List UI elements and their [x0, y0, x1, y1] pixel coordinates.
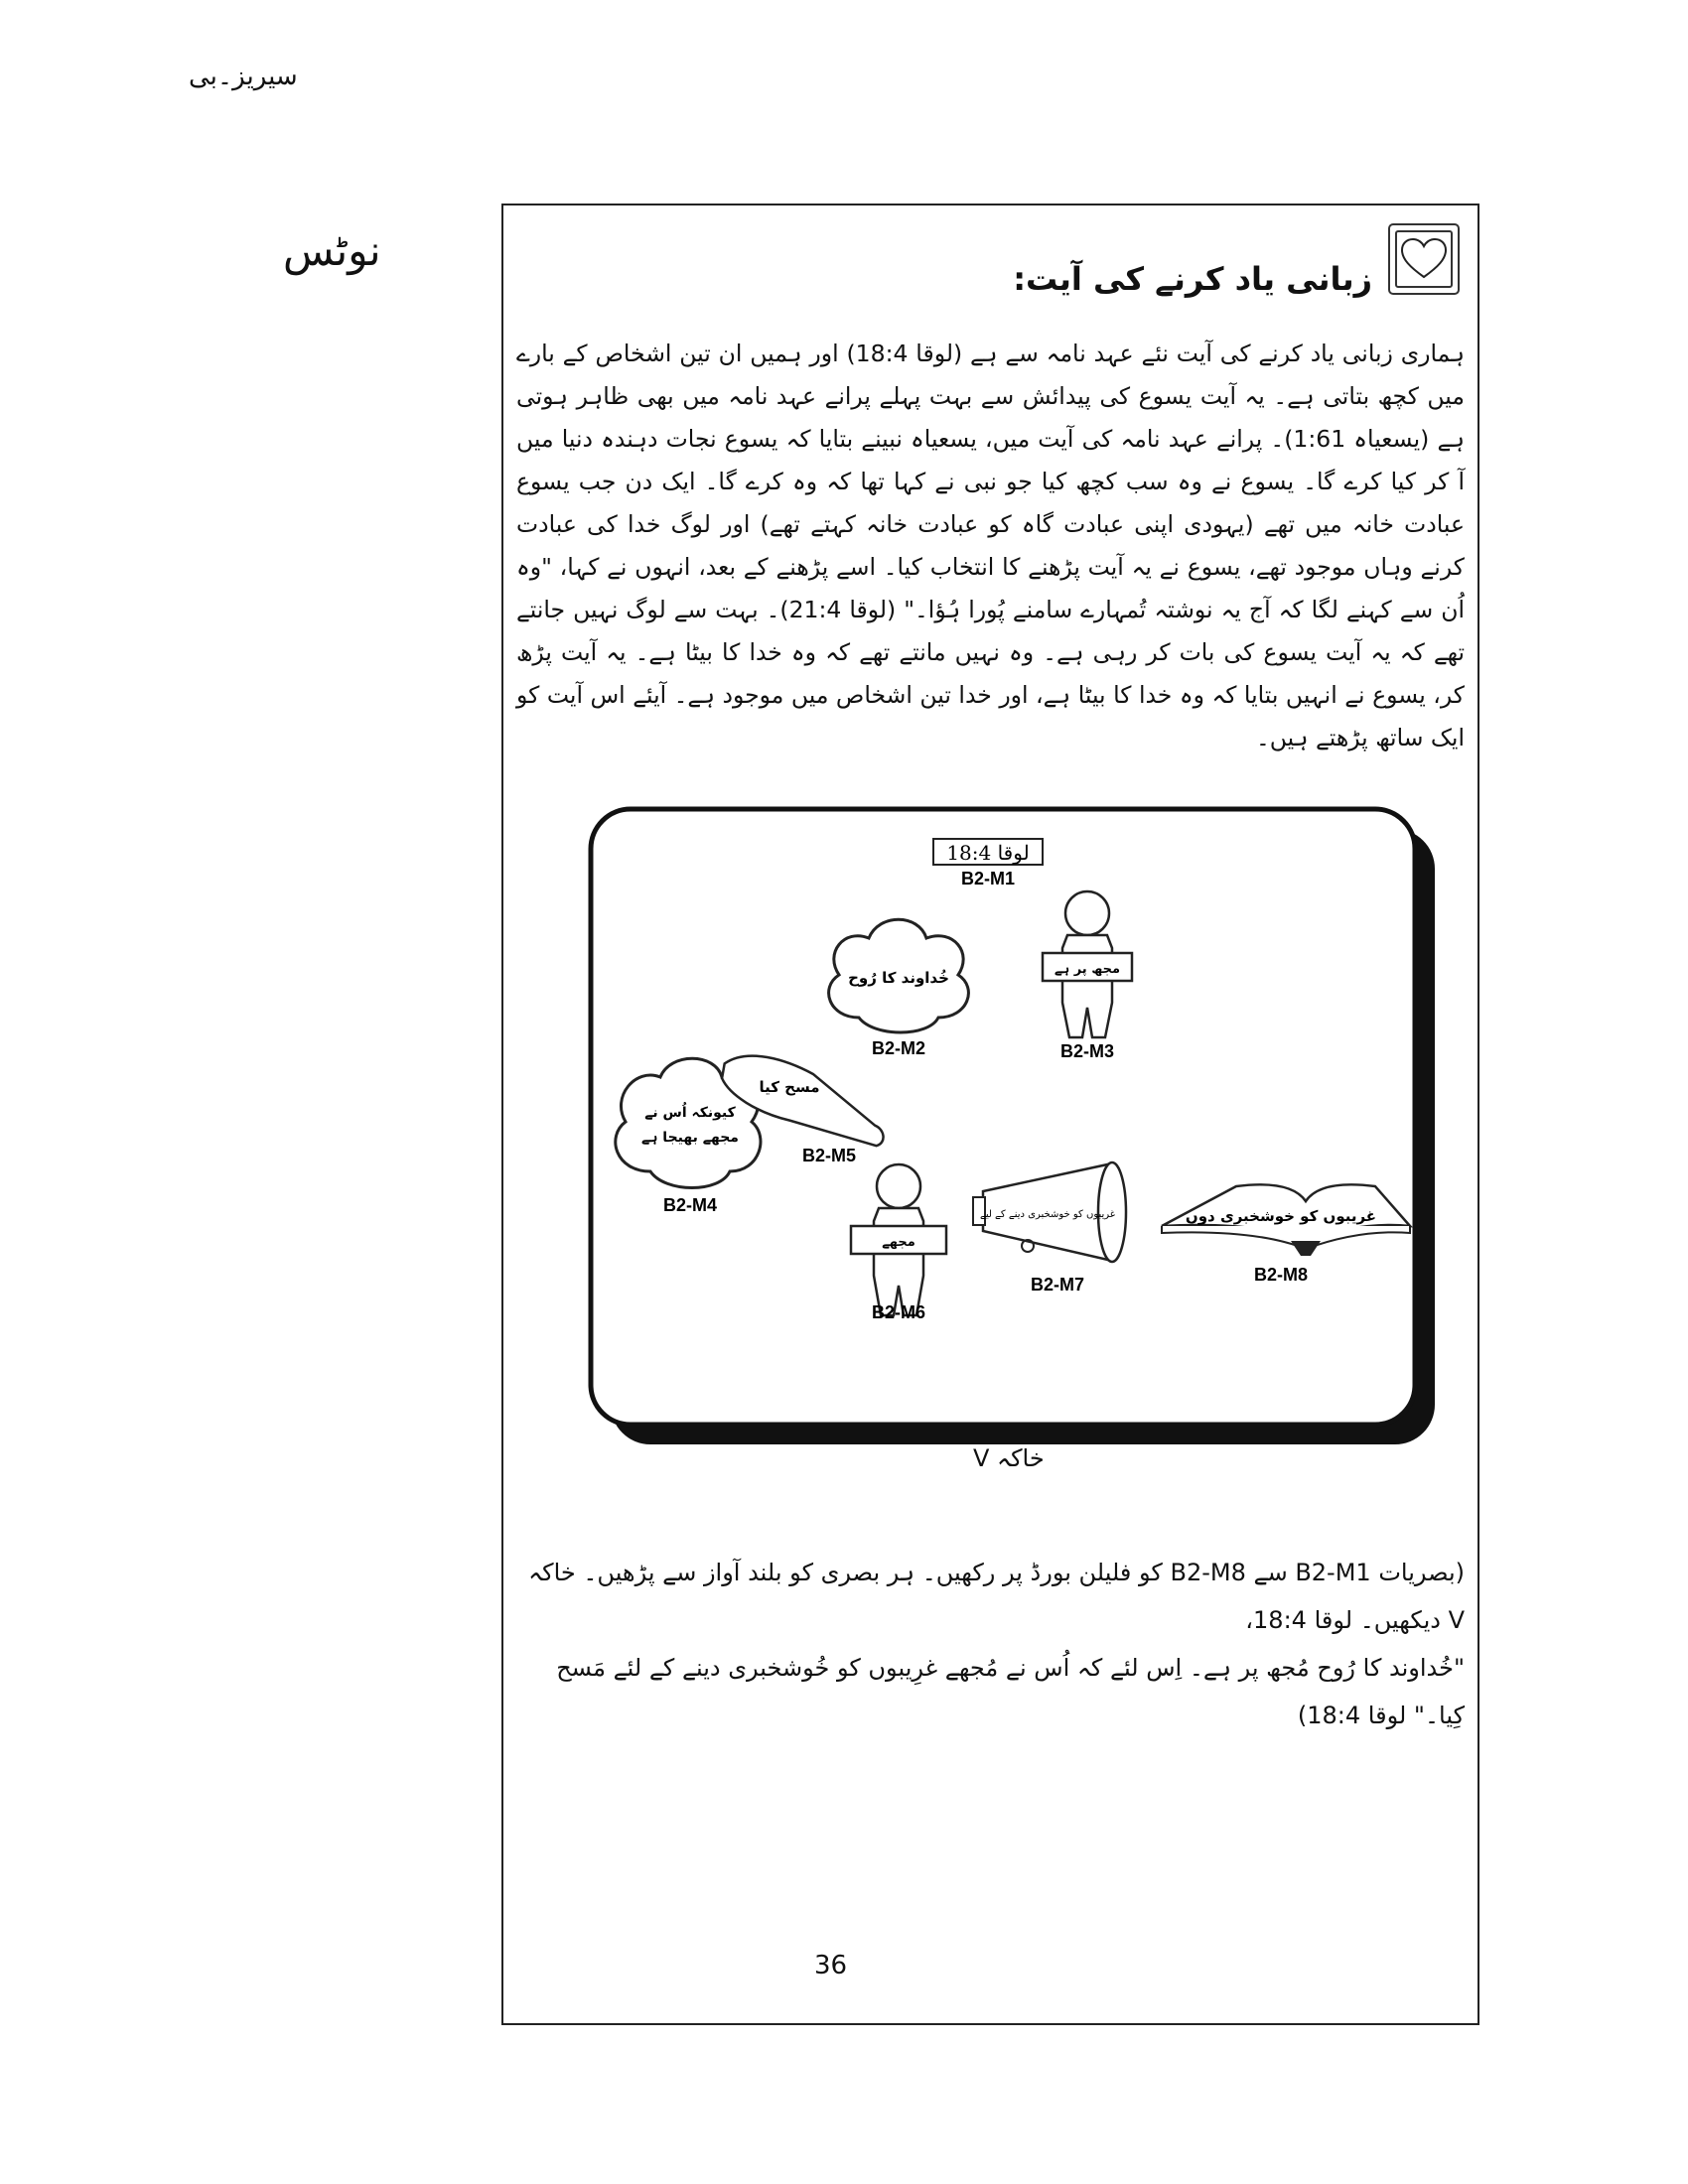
- visual-caption: خاکہ V: [973, 1444, 1045, 1472]
- svg-text:B2-M1: B2-M1: [960, 869, 1016, 888]
- svg-text:مجھے بھیجا ہے: مجھے بھیجا ہے: [641, 1130, 739, 1146]
- svg-text:B2-M7: B2-M7: [1030, 1275, 1085, 1295]
- visual-v-illustration: [581, 804, 1450, 1454]
- svg-text:لوقا 18:4: لوقا 18:4: [946, 841, 1030, 865]
- svg-text:B2-M3: B2-M3: [1059, 1041, 1115, 1061]
- svg-text:غریبوں کو خوشخبری دوں: غریبوں کو خوشخبری دوں: [1185, 1207, 1377, 1225]
- paragraph-text: ہماری زبانی یاد کرنے کی آیت نئے عہد نامہ سے ہے (لوقا 18:4) اور ہمیں ان تین اشخاص کے بارے میں کچھ بتاتی ہے۔ یہ آیت یسوع کی پیدائش سے بہت پہلے پرانے عہد نامہ میں بھی ظاہر ہوتی ہے (یسعیاہ 1:61)۔ پرانے عہد نامہ کی آیت میں، یسعیاہ نبینے بتایا کہ یسوع نجات دہندہ دنیا میں آ کر کیا کرے گا۔ یسوع نے وہ سب کچھ کیا جو نبی نے کہا تھا کہ وہ کرے گا۔ ایک دن جب یسوع عبادت خانہ میں تھے (یہودی اپنی عبادت گاہ کو عبادت خانہ کہتے تھے) اور لوگ خدا کی عبادت کرنے وہاں موجود تھے، یسوع نے یہ آیت پڑھنے کا انتخاب کیا۔ اسے پڑھنے کے بعد، انہوں نے کہا، "وہ اُن سے کہنے لگا کہ آج یہ نوشتہ تُمہارے سامنے پُورا ہُؤا۔" (لوقا 21:4)۔ بہت سے لوگ نہیں جانتے تھے کہ یہ آیت یسوع کی بات کر رہی ہے۔ وہ نہیں مانتے تھے کہ وہ خدا کا بیٹا ہے۔ یہ آیت پڑھ کر، یسوع نے انہیں بتایا کہ وہ خدا کا بیٹا ہے، اور خدا تین اشخاص میں موجود ہے۔ آیئے اس آیت کو ایک ساتھ پڑھتے ہیں۔: [516, 340, 1465, 751]
- svg-text:مجھے: مجھے: [882, 1235, 915, 1250]
- instructions-line-1: (بصریات B2-M1 سے B2-M8 کو فلیلن بورڈ پر رکھیں۔ ہر بصری کو بلند آواز سے پڑھیں۔ خاکہ V دیکھیں۔ لوقا 18:4،: [528, 1559, 1465, 1634]
- svg-text:B2-M4: B2-M4: [662, 1195, 718, 1215]
- page-number: 36: [814, 1951, 848, 1980]
- svg-text:کیونکہ اُس نے: کیونکہ اُس نے: [644, 1105, 736, 1121]
- svg-text:مسح کیا: مسح کیا: [759, 1078, 820, 1096]
- svg-text:غریبوں کو خوشخبری دینے کے لیے: غریبوں کو خوشخبری دینے کے لیے: [979, 1209, 1116, 1220]
- series-header: سیریز۔بی: [189, 62, 298, 91]
- instructions: [516, 1549, 1465, 1739]
- instructions-line-2: "خُداوند کا رُوح مُجھ پر ہے۔ اِس لئے کہ اُس نے مُجھے غرِیبوں کو خُوشخبری دینے کے لئے مَسح کِیا۔" لوقا 18:4): [556, 1654, 1465, 1729]
- svg-text:B2-M5: B2-M5: [801, 1146, 857, 1165]
- svg-text:B2-M8: B2-M8: [1253, 1265, 1309, 1285]
- memory-verse-title: زبانی یاد کرنے کی آیت:: [1013, 260, 1372, 298]
- notes-label: نوٹس: [283, 226, 381, 275]
- svg-text:B2-M6: B2-M6: [871, 1302, 926, 1322]
- memory-verse-paragraph: [516, 333, 1465, 759]
- svg-text:B2-M2: B2-M2: [871, 1038, 926, 1058]
- heart-icon: [1388, 223, 1460, 295]
- svg-text:مجھ پر ہے: مجھ پر ہے: [1054, 962, 1121, 977]
- svg-text:خُداوند کا رُوح: خُداوند کا رُوح: [848, 969, 949, 987]
